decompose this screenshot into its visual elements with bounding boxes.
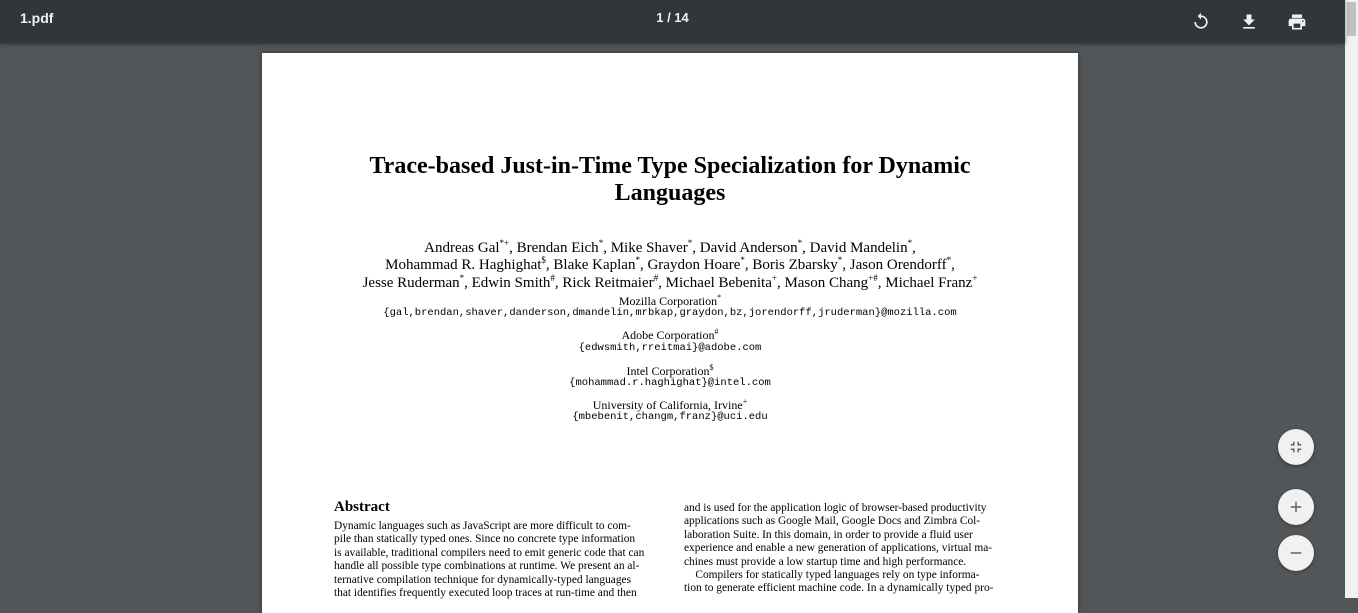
rotate-icon	[1191, 12, 1211, 32]
zoom-in-icon	[1287, 498, 1305, 516]
authors-line: Andreas Gal*+, Brendan Eich*, Mike Shaver*, David Anderson*, David Mandelin*,	[424, 238, 916, 256]
text-line: handle all possible type combinations at runtime. We present an al-	[334, 560, 640, 573]
text-line: chines must provide a low startup time and high performance.	[684, 555, 967, 568]
rotate-button[interactable]	[1185, 6, 1217, 38]
text-line: and is used for the application logic of browser-based productivity	[684, 502, 987, 514]
right-column-text	[684, 502, 1004, 596]
current-page-number[interactable]: 1	[656, 10, 664, 25]
authors-line: Mohammad R. Haghighat$, Blake Kaplan*, Graydon Hoare*, Boris Zbarsky*, Jason Orendorff*,	[385, 255, 955, 273]
zoom-in-button[interactable]	[1278, 489, 1314, 525]
text-line: tion to generate efficient machine code. In a dynamically typed pro-	[684, 582, 994, 595]
text-line: experience and enable a new generation of applications, virtual ma-	[684, 542, 993, 555]
text-line: laboration Suite. In this domain, in order to provide a fluid user	[684, 528, 973, 541]
text-line: pile than statically typed ones. Since no concrete type information	[334, 533, 636, 546]
print-icon	[1287, 12, 1307, 32]
scrollbar-thumb[interactable]	[1347, 2, 1356, 36]
download-button[interactable]	[1233, 6, 1265, 38]
text-line: Compilers for statically typed languages rely on type informa-	[684, 569, 980, 582]
toolbar	[0, 0, 1345, 43]
zoom-out-icon	[1287, 544, 1305, 562]
download-icon	[1239, 12, 1259, 32]
affiliation-name: University of California, Irvine+	[592, 397, 748, 412]
left-column-text	[334, 520, 654, 600]
paper-title-line: Languages	[614, 180, 726, 206]
text-line: applications such as Google Mail, Google Docs and Zimbra Col-	[684, 515, 981, 528]
fit-page-button[interactable]	[1278, 429, 1314, 465]
affiliation-name: Adobe Corporation#	[621, 327, 719, 342]
print-button[interactable]	[1281, 6, 1313, 38]
page-separator: /	[663, 10, 675, 25]
text-line: Dynamic languages such as JavaScript are more difficult to com-	[334, 520, 631, 532]
text-line: ternative compilation technique for dynamically-typed languages	[334, 573, 632, 586]
affiliation-email: {mbebenit,changm,franz}@uci.edu	[572, 411, 768, 423]
text-line: that identifies frequently executed loop traces at run-time and then	[334, 587, 637, 600]
affiliation-email: {edwsmith,rreitmai}@adobe.com	[578, 342, 762, 354]
total-page-count: 14	[674, 10, 689, 25]
authors-line: Jesse Ruderman*, Edwin Smith#, Rick Reitmaier#, Michael Bebenita+, Mason Chang+#, Michael Franz+	[362, 273, 978, 291]
document-title: 1.pdf	[20, 10, 54, 26]
affiliation-email: {gal,brendan,shaver,danderson,dmandelin,mrbkap,graydon,bz,jorendorff,jruderman}@mozilla.com	[383, 307, 957, 319]
affiliation-name: Intel Corporation$	[626, 363, 714, 378]
affiliation-name: Mozilla Corporation*	[618, 293, 722, 308]
page-indicator	[0, 10, 1345, 25]
affiliation-email: {mohammad.r.haghighat}@intel.com	[569, 377, 771, 389]
paper-title	[352, 153, 988, 207]
paper-title-line: Trace-based Just-in-Time Type Specialization for Dynamic	[369, 153, 971, 179]
fit-page-icon	[1287, 438, 1305, 456]
abstract-heading: Abstract	[334, 499, 390, 515]
text-line: is available, traditional compilers need to emit generic code that can	[334, 546, 645, 559]
scrollbar[interactable]	[1345, 0, 1358, 598]
pdf-page	[262, 53, 1078, 613]
zoom-out-button[interactable]	[1278, 535, 1314, 571]
